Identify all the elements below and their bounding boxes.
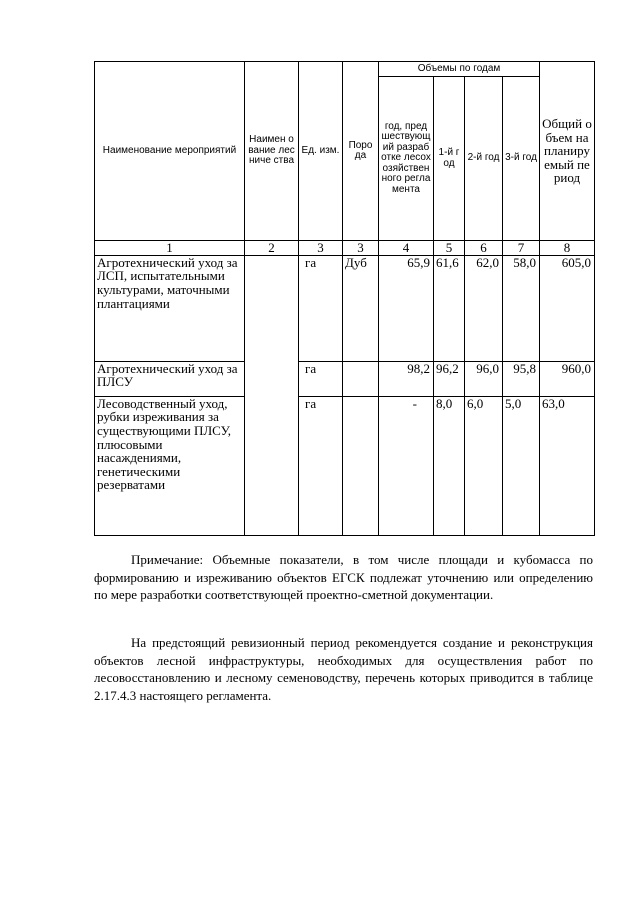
header-row bbox=[95, 62, 595, 77]
column-number: 4 bbox=[379, 241, 434, 256]
row-name: Агротехнический уход за ПЛСУ bbox=[95, 361, 245, 396]
row-prev-year: - bbox=[379, 396, 434, 535]
column-number: 8 bbox=[540, 241, 595, 256]
row-species bbox=[343, 361, 379, 396]
header-volumes-group: Объемы по годам bbox=[379, 62, 540, 77]
row-name: Агротехнический уход за ЛСП, испытательными культурами, маточными плантациями bbox=[95, 255, 245, 361]
header-species: Поро да bbox=[343, 62, 379, 241]
row-prev-year: 98,2 bbox=[379, 361, 434, 396]
activities-table bbox=[94, 61, 595, 536]
column-number: 5 bbox=[434, 241, 465, 256]
column-number: 1 bbox=[95, 241, 245, 256]
row-year1: 96,2 bbox=[434, 361, 465, 396]
row-species: Дуб bbox=[343, 255, 379, 361]
column-number: 3 bbox=[343, 241, 379, 256]
table-row bbox=[95, 396, 595, 535]
row-year3: 5,0 bbox=[503, 396, 540, 535]
column-number: 7 bbox=[503, 241, 540, 256]
row-year1: 8,0 bbox=[434, 396, 465, 535]
row-year2: 62,0 bbox=[465, 255, 503, 361]
column-numbers-row bbox=[95, 241, 595, 256]
header-forestry: Наимен ование лесниче ства bbox=[245, 62, 299, 241]
column-number: 3 bbox=[299, 241, 343, 256]
row-year3: 95,8 bbox=[503, 361, 540, 396]
header-prev-year: год, предшествующий разработке лесохозяйственного регламента bbox=[379, 77, 434, 241]
table-row bbox=[95, 361, 595, 396]
header-name: Наименование мероприятий bbox=[95, 62, 245, 241]
column-number: 6 bbox=[465, 241, 503, 256]
header-year2: 2-й год bbox=[465, 77, 503, 241]
column-number: 2 bbox=[245, 241, 299, 256]
row-year2: 6,0 bbox=[465, 396, 503, 535]
row-year2: 96,0 bbox=[465, 361, 503, 396]
header-year3: 3-й год bbox=[503, 77, 540, 241]
row-prev-year: 65,9 bbox=[379, 255, 434, 361]
row-name: Лесоводственный уход, рубки изреживания за существующими ПЛСУ, плюсовыми насаждениями, генетическими резерватами bbox=[95, 396, 245, 535]
header-total: Общий объем на планируемый период bbox=[540, 62, 595, 241]
row-total: 960,0 bbox=[540, 361, 595, 396]
row-species bbox=[343, 396, 379, 535]
header-year1: 1-й год bbox=[434, 77, 465, 241]
table-row bbox=[95, 255, 595, 361]
row-year3: 58,0 bbox=[503, 255, 540, 361]
body-paragraph: На предстоящий ревизионный период рекомендуется создание и реконструкция объектов лесной инфраструктуры, необходимых для осуществления работ по лесовосстановлению и лесному семеноводству, перечень которых приводится в таблице 2.17.4.3 настоящего регламента. bbox=[94, 635, 593, 703]
row-unit: га bbox=[299, 361, 343, 396]
row-total: 63,0 bbox=[540, 396, 595, 535]
forestry-cell bbox=[245, 255, 299, 535]
note-paragraph: Примечание: Объемные показатели, в том числе площади и кубомасса по формированию и изреживанию объектов ЕГСК подлежат уточнению или определению по мере разработки соответствующей проектно-сметной документации. bbox=[94, 552, 593, 602]
header-unit: Ед. изм. bbox=[299, 62, 343, 241]
row-unit: га bbox=[299, 255, 343, 361]
row-total: 605,0 bbox=[540, 255, 595, 361]
row-unit: га bbox=[299, 396, 343, 535]
row-year1: 61,6 bbox=[434, 255, 465, 361]
